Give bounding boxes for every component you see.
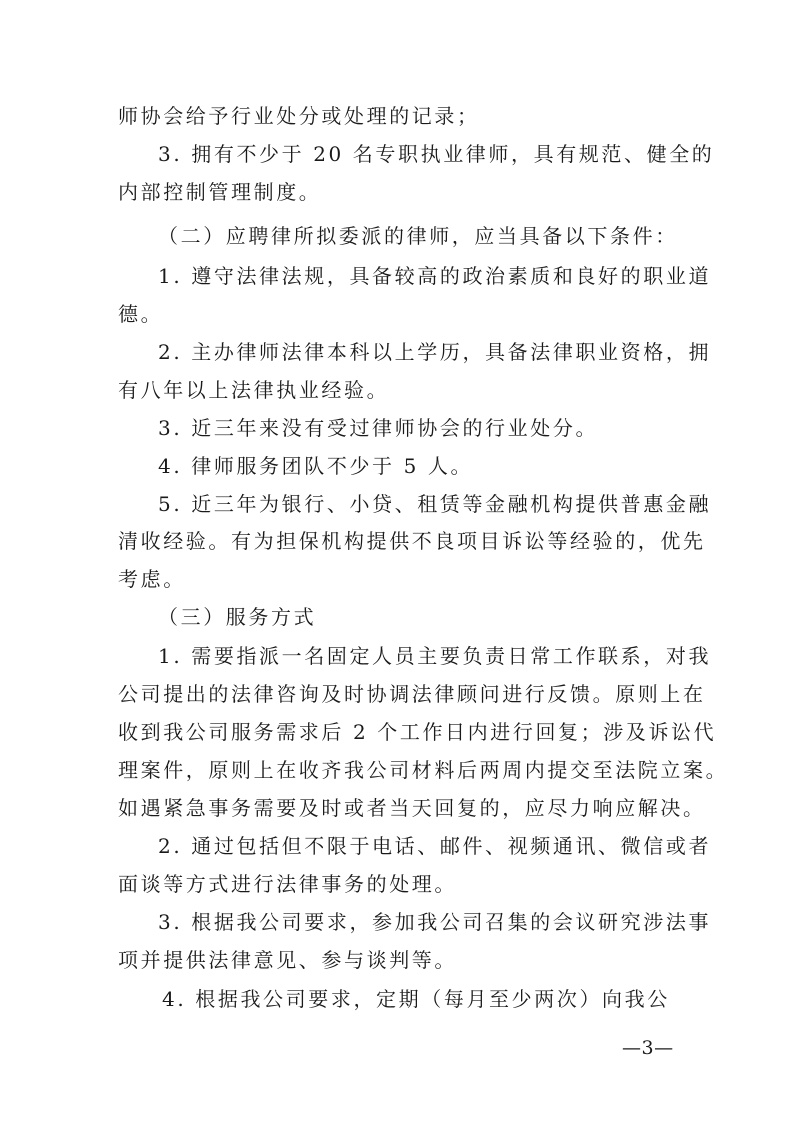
text-line: 2. 通过包括但不限于电话、邮件、视频通讯、微信或者 [158,834,712,858]
section-heading: （二）应聘律所拟委派的律师，应当具备以下条件： [158,224,678,248]
text-line: 2. 主办律师法律本科以上学历，具备法律职业资格，拥 [158,340,712,364]
text-line: 4. 律师服务团队不少于 5 人。 [158,454,474,478]
text-line: 公司提出的法律咨询及时协调法律顾问进行反馈。原则上在 [118,682,706,706]
text-line: 理案件，原则上在收齐我公司材料后两周内提交至法院立案。 [118,758,729,782]
text-line: 如遇紧急事务需要及时或者当天回复的，应尽力响应解决。 [118,796,706,820]
text-line: 5. 近三年为银行、小贷、租赁等金融机构提供普惠金融 [158,492,712,516]
text-line: 师协会给予行业处分或处理的记录； [118,104,480,128]
text-line: 考虑。 [118,567,186,591]
text-line: 3. 近三年来没有受过律师协会的行业处分。 [158,416,599,440]
text-line: 3. 根据我公司要求，参加我公司召集的会议研究涉法事 [158,910,712,934]
text-line: 3. 拥有不少于 20 名专职执业律师，具有规范、健全的 [158,142,715,166]
text-line: 项并提供法律意见、参与谈判等。 [118,948,457,972]
text-line: 1. 遵守法律法规，具备较高的政治素质和良好的职业道 [158,264,712,288]
section-heading: （三）服务方式 [158,605,317,629]
text-line: 有八年以上法律执业经验。 [118,378,390,402]
text-line: 收到我公司服务需求后 2 个工作日内进行回复；涉及诉讼代 [118,720,717,744]
page-number: —3— [622,1037,674,1059]
text-line: 德。 [118,302,164,326]
text-line: 1. 需要指派一名固定人员主要负责日常工作联系，对我 [158,644,712,668]
text-line: 4. 根据我公司要求，定期（每月至少两次）向我公 [162,987,670,1011]
text-line: 内部控制管理制度。 [118,180,322,204]
text-line: 面谈等方式进行法律事务的处理。 [118,872,457,896]
text-line: 清收经验。有为担保机构提供不良项目诉讼等经验的，优先 [118,529,706,553]
